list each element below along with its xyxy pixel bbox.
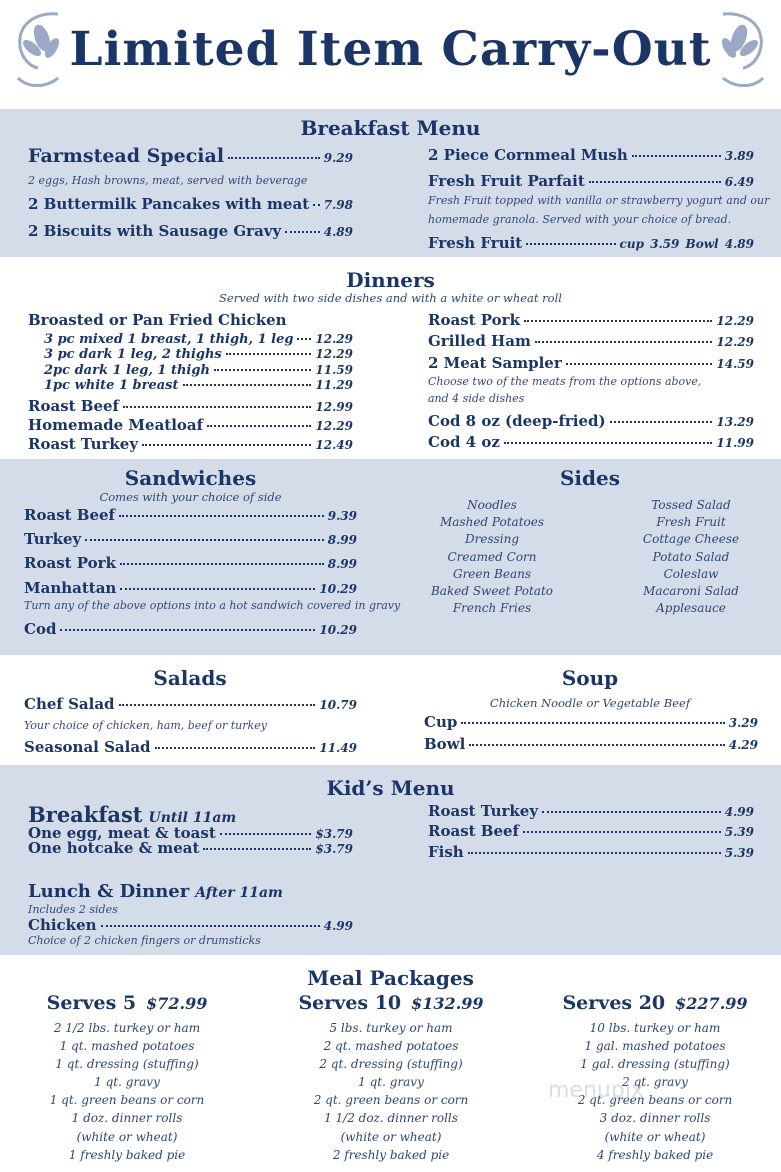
package-item: 2 qt. gravy [622,1075,688,1090]
item-description: Your choice of chicken, ham, beef or turkey [24,719,267,732]
package-item: 2 qt. dressing (stuffing) [319,1057,463,1072]
item-price: 12.29 [315,347,353,361]
package-item: 2 freshly baked pie [332,1147,450,1162]
menu-item [428,311,754,329]
package-item: 1 qt. green beans or corn [49,1093,205,1108]
menu-item [428,822,754,840]
item-name: 2 Piece Cornmeal Mush [428,146,628,164]
item-name: Cod [24,620,57,638]
leader-dots [123,406,311,408]
heading-time: Until 11am [148,810,237,826]
section-subtitle: Comes with your choice of side [99,490,282,504]
leader-dots [226,353,312,355]
leader-dots [214,369,312,371]
package-item: 1 qt. gravy [94,1075,160,1090]
menu-item [28,222,353,240]
section-title: Sides [559,466,620,490]
item-name: Fresh Fruit [428,234,523,252]
leader-dots [523,831,721,833]
heading-time: After 11am [195,885,283,901]
menu-item [24,695,357,713]
package-heading [276,992,506,1014]
item-price: 5.39 [724,846,754,860]
page-title: Limited Item Carry-Out [69,22,712,77]
package-item: 1 gal. dressing (stuffing) [580,1057,730,1072]
package-item: 5 lbs. turkey or ham [329,1021,453,1035]
menu-item [28,195,353,213]
leader-dots [220,833,312,835]
menu-item [428,172,754,190]
section-title: Meal Packages [307,966,474,990]
item-price: 11.49 [319,741,357,755]
sides-list [601,497,781,617]
item-name: Chicken [28,916,97,934]
menu-item [24,579,357,597]
leader-dots [183,384,312,386]
side-item: Mashed Potatoes [439,515,545,530]
package-item: 4 freshly baked pie [596,1147,714,1162]
item-price: 10.79 [319,698,357,712]
package-item: 2 qt. mashed potatoes [323,1039,459,1054]
leader-dots [589,181,721,183]
leader-dots [142,444,311,446]
item-name: Farmstead Special [28,145,225,167]
item-name: Fresh Fruit Parfait [428,172,585,190]
menu-item [428,412,754,430]
menu-item [428,332,754,350]
item-price: 10.29 [319,623,357,637]
item-price: 13.29 [716,415,754,429]
side-item: Cottage Cheese [642,532,740,547]
side-item: Applesauce [656,601,726,616]
package-heading [540,992,770,1014]
menu-item [428,802,754,820]
package-item: (white or wheat) [604,1129,706,1144]
menu-item [28,435,353,453]
item-price: 12.99 [315,400,353,414]
item-name: Chef Salad [24,695,115,713]
side-item: Creamed Corn [447,549,537,564]
section-title: Dinners [346,268,435,292]
menu-item [428,433,754,451]
item-name: 2 Biscuits with Sausage Gravy [28,222,282,240]
section-title: Breakfast Menu [300,116,481,140]
package-item: 2 qt. green beans or corn [313,1093,469,1108]
menu-item [24,738,357,756]
item-name: 1pc white 1 breast [44,378,179,393]
side-item: Macaroni Salad [643,584,739,599]
leader-dots [120,563,324,565]
item-name: 2 Buttermilk Pancakes with meat [28,195,310,213]
item-price: 12.29 [716,314,754,328]
item-price: 4.89 [323,225,353,239]
menu-item [28,145,353,167]
item-name: 2 Meat Sampler [428,354,562,372]
side-item: Tossed Salad [651,498,731,512]
package-item: 10 lbs. turkey or ham [589,1021,721,1035]
package-serves: Serves 20 [562,992,666,1014]
leader-dots [526,243,615,245]
package-item: (white or wheat) [340,1129,442,1144]
item-price: 5.39 [724,825,754,839]
leader-dots [119,515,324,517]
section-title: Salads [153,666,227,690]
watermark: menupix [548,1078,644,1103]
leader-dots [535,341,713,343]
leader-dots [203,848,311,850]
side-item: Fresh Fruit [656,515,726,530]
package-price: $132.99 [411,994,484,1013]
package-item: 1 doz. dinner rolls [71,1111,183,1126]
item-price: 9.39 [327,509,357,523]
item-name: Roast Beef [28,397,120,415]
item-name: Cod 4 oz [428,433,500,451]
item-name: 3 pc mixed 1 breast, 1 thigh, 1 leg [44,332,294,347]
package-item: 1 gal. mashed potatoes [584,1039,726,1054]
leader-dots [60,629,315,631]
menu-item [428,234,754,252]
item-price: 12.29 [315,419,353,433]
leader-dots [85,539,324,541]
section-subtitle: Served with two side dishes and with a white or wheat roll [219,291,562,305]
side-item: Baked Sweet Potato [430,584,553,599]
item-price: 11.99 [716,436,754,450]
package-item: 1 qt. dressing (stuffing) [55,1057,199,1072]
menu-item [44,347,353,362]
item-name: Cod 8 oz (deep-fried) [428,412,606,430]
section-title: Soup [561,666,619,690]
item-price: 12.29 [315,332,353,346]
leader-dots [155,747,316,749]
item-name: One egg, meat & toast [28,824,216,842]
item-name: One hotcake & meat [28,839,200,857]
menu-item [428,146,754,164]
item-name: Roast Beef [428,822,520,840]
item-name: Broasted or Pan Fried Chicken [28,311,287,329]
leader-dots [313,204,320,206]
menu-item [24,554,357,572]
item-price: $3.79 [315,827,353,841]
menu-item [28,839,353,857]
item-name: Roast Pork [428,311,520,329]
menu-item [424,735,758,753]
item-name: Fish [428,843,464,861]
package-price: $72.99 [146,994,208,1013]
package-items [276,1019,506,1164]
package-item: 2 qt. green beans or corn [577,1093,733,1108]
package-items [12,1019,242,1164]
item-description: Fresh Fruit topped with vanilla or strawberry yogurt and our [428,194,770,207]
item-description: 2 eggs, Hash browns, meat, served with beverage [28,174,308,187]
package-heading [12,992,242,1014]
section-subtitle: Chicken Noodle or Vegetable Beef [489,696,691,710]
item-name: 3 pc dark 1 leg, 2 thighs [44,347,222,362]
leader-dots [504,442,713,444]
menu-item [24,506,357,524]
item-name: Grilled Ham [428,332,531,350]
item-name: Roast Turkey [428,802,539,820]
menu-item [24,620,357,638]
menu-item [44,332,353,347]
item-name: Turkey [24,530,82,548]
item-price: 12.29 [716,335,754,349]
item-name: 2pc dark 1 leg, 1 thigh [44,363,210,378]
menu-item [24,530,357,548]
item-name: Bowl [424,735,466,753]
side-item: Potato Salad [652,549,730,564]
item-description: and 4 side dishes [428,392,525,405]
leader-dots [461,722,724,724]
package-item: 2 1/2 lbs. turkey or ham [53,1021,201,1035]
menu-item [44,378,353,393]
side-item: Dressing [464,532,520,547]
leader-dots [297,338,311,340]
item-name: Roast Turkey [28,435,139,453]
item-name: Seasonal Salad [24,738,151,756]
kids-lunch-heading [28,881,283,902]
menu-item [44,363,353,378]
item-price: 8.99 [327,533,357,547]
menu-item [428,354,754,372]
leader-dots [120,588,315,590]
leader-dots [469,744,724,746]
leader-dots [632,155,721,157]
leader-dots [101,925,320,927]
item-price: 4.99 [323,919,353,933]
item-description: Turn any of the above options into a hot sandwich covered in gravy [24,599,401,612]
item-price: 3.29 [728,716,758,730]
leader-dots [468,852,721,854]
heading-label: Lunch & Dinner [28,881,190,902]
menu-item [28,397,353,415]
package-price: $227.99 [675,994,748,1013]
item-price: cup 3.59 Bowl 4.89 [619,237,754,251]
item-price: 8.99 [327,557,357,571]
package-item: 1 1/2 doz. dinner rolls [324,1111,458,1126]
item-price: 4.29 [728,738,758,752]
package-serves: Serves 5 [46,992,137,1014]
item-name: Roast Beef [24,506,116,524]
leader-dots [228,157,320,159]
item-price: $3.79 [315,842,353,856]
side-item: Noodles [467,498,517,512]
item-name: Homemade Meatloaf [28,416,204,434]
menu-item [428,843,754,861]
section-title: Sandwiches [124,466,257,490]
package-item: 3 doz. dinner rolls [599,1111,711,1126]
item-description: Choose two of the meats from the options above, [428,375,702,388]
item-price: 4.99 [724,805,754,819]
side-item: French Fries [452,601,532,616]
menu-item [28,311,353,329]
heading-label: Breakfast [28,802,143,827]
leader-dots [566,363,713,365]
sides-list [402,497,582,617]
menu-item [28,416,353,434]
item-price: 14.59 [716,357,754,371]
item-name: Manhattan [24,579,117,597]
item-description: Choice of 2 chicken fingers or drumsticks [28,934,261,947]
leader-dots [207,425,311,427]
item-name: Cup [424,713,458,731]
leader-dots [285,231,320,233]
section-title: Kid’s Menu [326,776,455,800]
side-item: Coleslaw [663,566,719,581]
menu-item [424,713,758,731]
leader-dots [542,811,721,813]
package-item: 1 freshly baked pie [68,1147,186,1162]
leader-dots [524,320,712,322]
package-item: 1 qt. gravy [358,1075,424,1090]
leader-dots [610,421,713,423]
package-serves: Serves 10 [298,992,402,1014]
item-price: 12.49 [315,438,353,452]
leader-dots [119,704,316,706]
item-price: 10.29 [319,582,357,596]
item-price: 11.29 [315,378,353,392]
package-item: (white or wheat) [76,1129,178,1144]
item-price: 11.59 [315,363,353,377]
item-price: 6.49 [724,175,754,189]
item-description: Includes 2 sides [28,903,118,916]
item-name: Roast Pork [24,554,116,572]
item-price: 7.98 [323,198,353,212]
side-item: Green Beans [452,566,532,581]
item-price: 9.29 [323,151,353,165]
item-description: homemade granola. Served with your choice of bread. [428,213,732,226]
package-item: 1 qt. mashed potatoes [59,1039,195,1054]
item-price: 3.89 [724,149,754,163]
